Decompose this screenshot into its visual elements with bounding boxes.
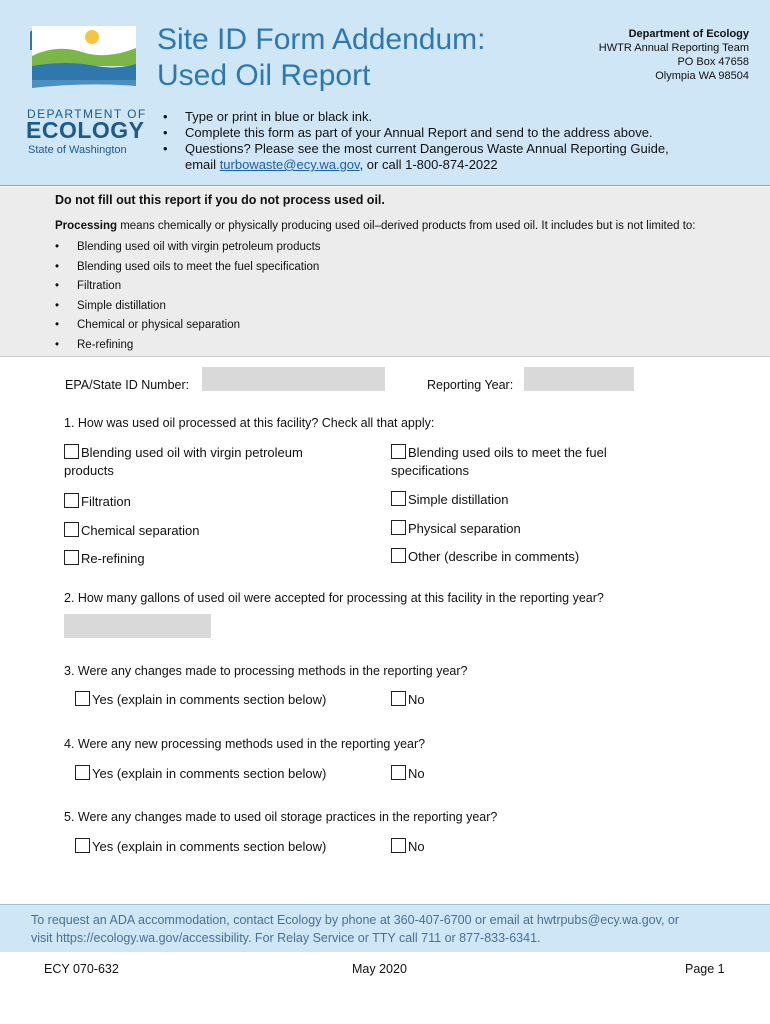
- option-label: No: [408, 692, 425, 707]
- list-item: • Re-refining: [55, 336, 321, 356]
- list-item: • Blending used oil with virgin petroleum products: [55, 238, 321, 258]
- option-label: No: [408, 839, 425, 854]
- checkbox-other[interactable]: [391, 548, 579, 566]
- q5-yes-checkbox[interactable]: [75, 838, 326, 856]
- ada-notice: [31, 911, 751, 947]
- checkbox-icon[interactable]: [391, 765, 406, 780]
- address-box: PO Box 47658: [677, 56, 749, 68]
- question-2: 2. How many gallons of used oil were accepted for processing at this facility in the reporting year?: [64, 591, 604, 605]
- epa-id-field[interactable]: [202, 367, 385, 391]
- checkbox-icon[interactable]: [75, 691, 90, 706]
- option-label-line2: specifications: [391, 463, 470, 478]
- checkbox-physical-separation[interactable]: [391, 520, 521, 538]
- checkbox-blending-virgin[interactable]: [64, 444, 364, 480]
- instruction-item: • Type or print in blue or black ink.: [163, 109, 753, 125]
- logo-department-of: DEPARTMENT OF: [27, 107, 147, 121]
- publish-date: May 2020: [352, 962, 407, 976]
- page-title: [157, 22, 485, 94]
- definition-text: means chemically or physically producing used oil–derived products from used oil. It includes but is not limited to:: [117, 220, 696, 232]
- option-label: Re-refining: [81, 551, 145, 566]
- instructions-list: [163, 109, 753, 173]
- checkbox-re-refining[interactable]: [64, 550, 145, 568]
- checkbox-icon[interactable]: [64, 522, 79, 537]
- mailing-address: [599, 27, 749, 83]
- list-item: • Filtration: [55, 277, 321, 297]
- ecology-logo: [26, 22, 138, 102]
- q3-yes-checkbox[interactable]: [75, 691, 326, 709]
- questions-text: Questions? Please see the most current Dangerous Waste Annual Reporting Guide,: [185, 141, 669, 156]
- question-1: 1. How was used oil processed at this facility? Check all that apply:: [64, 416, 435, 430]
- checkbox-icon[interactable]: [391, 838, 406, 853]
- option-label: Blending used oils to meet the fuel: [408, 445, 607, 460]
- instruction-item: • Complete this form as part of your Annual Report and send to the address above.: [163, 125, 753, 141]
- q3-no-checkbox[interactable]: [391, 691, 425, 709]
- checkbox-icon[interactable]: [64, 444, 79, 459]
- epa-id-label: EPA/State ID Number:: [65, 378, 190, 392]
- checkbox-filtration[interactable]: [64, 493, 131, 511]
- checkbox-icon[interactable]: [75, 838, 90, 853]
- question-3: 3. Were any changes made to processing methods in the reporting year?: [64, 664, 468, 678]
- checkbox-simple-distillation[interactable]: [391, 491, 508, 509]
- processing-examples-list: [55, 238, 321, 355]
- checkbox-icon[interactable]: [64, 493, 79, 508]
- address-city: Olympia WA 98504: [655, 70, 749, 82]
- option-label: Yes (explain in comments section below): [92, 839, 327, 854]
- option-label: Simple distillation: [408, 492, 509, 507]
- instruction-item-questions: [163, 141, 753, 173]
- option-label-line2: products: [64, 463, 114, 478]
- checkbox-icon[interactable]: [391, 548, 406, 563]
- definition-term: Processing: [55, 220, 117, 232]
- option-label: No: [408, 766, 425, 781]
- option-label: Yes (explain in comments section below): [92, 692, 327, 707]
- checkbox-icon[interactable]: [75, 765, 90, 780]
- list-item: • Blending used oils to meet the fuel specification: [55, 258, 321, 278]
- reporting-year-field[interactable]: [524, 367, 634, 391]
- title-line-1: Site ID Form Addendum:: [157, 23, 486, 56]
- email-prefix: email: [185, 157, 220, 172]
- address-team: HWTR Annual Reporting Team: [598, 42, 749, 54]
- checkbox-icon[interactable]: [391, 691, 406, 706]
- option-label: Filtration: [81, 494, 131, 509]
- option-label: Chemical separation: [81, 523, 200, 538]
- option-label: Other (describe in comments): [408, 549, 580, 564]
- checkbox-icon[interactable]: [391, 491, 406, 506]
- list-item: • Simple distillation: [55, 297, 321, 317]
- ada-accommodation-band: [0, 904, 770, 952]
- q4-no-checkbox[interactable]: [391, 765, 425, 783]
- checkbox-icon[interactable]: [391, 520, 406, 535]
- option-label: Blending used oil with virgin petroleum: [81, 445, 303, 460]
- q5-no-checkbox[interactable]: [391, 838, 425, 856]
- processing-definition: [55, 220, 767, 232]
- checkbox-icon[interactable]: [64, 550, 79, 565]
- checkbox-blending-fuel-spec[interactable]: [391, 444, 691, 480]
- reporting-year-label: Reporting Year:: [427, 378, 514, 392]
- email-link[interactable]: turbowaste@ecy.wa.gov: [219, 157, 360, 172]
- form-number: ECY 070-632: [44, 962, 119, 976]
- ada-line-2: visit https://ecology.wa.gov/accessibility. For Relay Service or TTY call 711 or 877-833-6341.: [31, 931, 541, 945]
- ecology-landscape-icon: [26, 22, 138, 102]
- question-5: 5. Were any changes made to used oil storage practices in the reporting year?: [64, 810, 498, 824]
- ada-line-1: To request an ADA accommodation, contact Ecology by phone at 360-407-6700 or email at hwtrpubs@ecy.wa.gov, or: [31, 913, 680, 927]
- logo-ecology: ECOLOGY: [26, 117, 145, 143]
- address-org: Department of Ecology: [628, 28, 749, 40]
- list-item: • Chemical or physical separation: [55, 316, 321, 336]
- checkbox-chemical-separation[interactable]: [64, 522, 200, 540]
- option-label: Physical separation: [408, 521, 521, 536]
- gallons-field[interactable]: [64, 614, 211, 638]
- title-line-2: Used Oil Report: [157, 59, 371, 92]
- do-not-fill-warning: Do not fill out this report if you do not process used oil.: [55, 193, 385, 207]
- checkbox-icon[interactable]: [391, 444, 406, 459]
- header-band: [0, 0, 770, 186]
- question-4: 4. Were any new processing methods used in the reporting year?: [64, 737, 426, 751]
- phone-text: , or call 1-800-874-2022: [359, 157, 498, 172]
- page-number: Page 1: [685, 962, 725, 976]
- q4-yes-checkbox[interactable]: [75, 765, 326, 783]
- option-label: Yes (explain in comments section below): [92, 766, 327, 781]
- logo-state: State of Washington: [28, 144, 127, 156]
